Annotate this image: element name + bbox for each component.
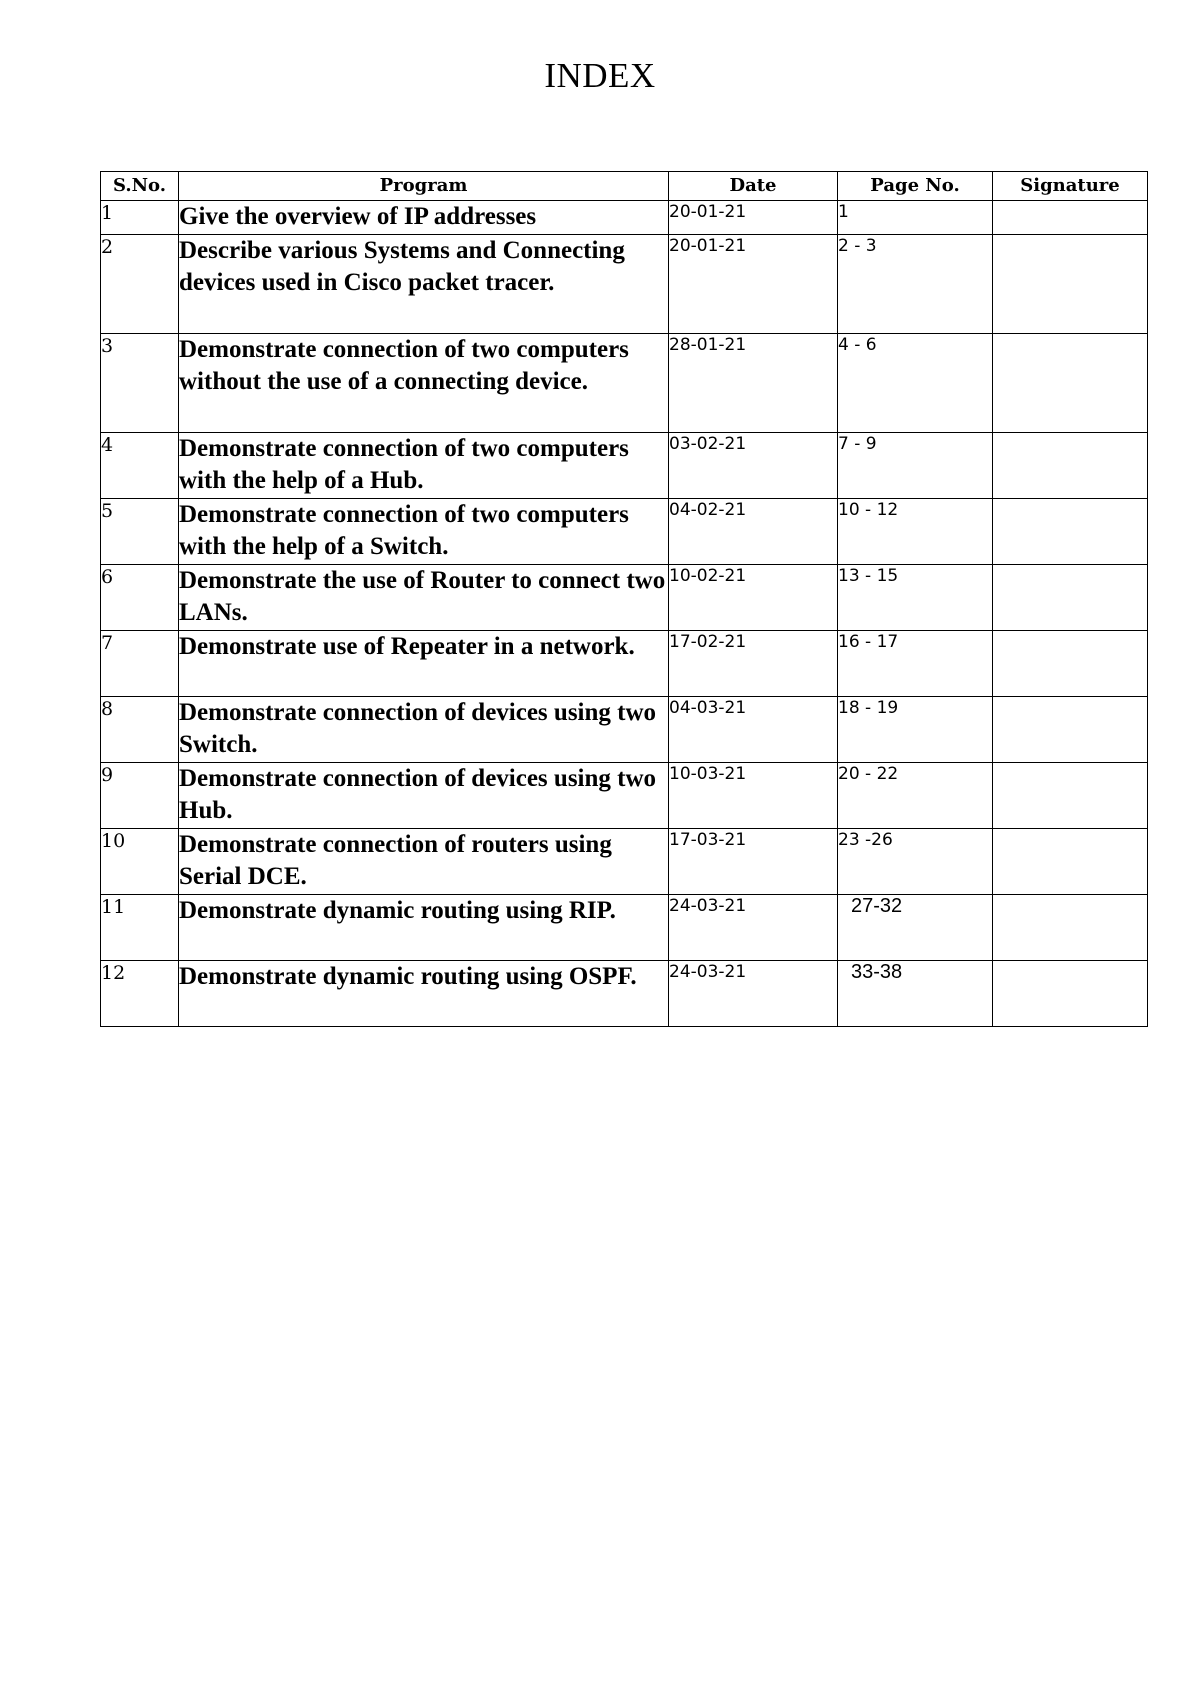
cell-program: Demonstrate connection of two computers with the help of a Hub. — [179, 433, 669, 499]
cell-date: 20-01-21 — [669, 201, 838, 235]
cell-program: Demonstrate connection of routers using Serial DCE. — [179, 829, 669, 895]
cell-signature — [993, 631, 1148, 697]
cell-date: 20-01-21 — [669, 235, 838, 334]
cell-sno: 5 — [101, 499, 179, 565]
cell-page-no: 20 - 22 — [838, 763, 993, 829]
cell-page-no: 10 - 12 — [838, 499, 993, 565]
cell-page-no: 7 - 9 — [838, 433, 993, 499]
cell-sno: 8 — [101, 697, 179, 763]
cell-page-no: 33-38 — [838, 961, 993, 1027]
table-row — [101, 334, 1148, 433]
table-header-row — [101, 172, 1148, 201]
cell-signature — [993, 697, 1148, 763]
cell-date: 10-02-21 — [669, 565, 838, 631]
cell-signature — [993, 235, 1148, 334]
page-title: INDEX — [544, 56, 656, 95]
cell-sno: 4 — [101, 433, 179, 499]
cell-program: Demonstrate connection of two computers without the use of a connecting device. — [179, 334, 669, 433]
header-date: Date — [669, 172, 838, 201]
cell-date: 28-01-21 — [669, 334, 838, 433]
cell-signature — [993, 763, 1148, 829]
cell-page-no: 18 - 19 — [838, 697, 993, 763]
cell-sno: 3 — [101, 334, 179, 433]
header-program: Program — [179, 172, 669, 201]
cell-date: 24-03-21 — [669, 961, 838, 1027]
cell-date: 24-03-21 — [669, 895, 838, 961]
cell-sno: 12 — [101, 961, 179, 1027]
cell-page-no: 13 - 15 — [838, 565, 993, 631]
cell-date: 04-03-21 — [669, 697, 838, 763]
cell-date: 17-02-21 — [669, 631, 838, 697]
cell-signature — [993, 433, 1148, 499]
table-row — [101, 961, 1148, 1027]
cell-page-no: 2 - 3 — [838, 235, 993, 334]
header-signature: Signature — [993, 172, 1148, 201]
table-row — [101, 433, 1148, 499]
cell-sno: 9 — [101, 763, 179, 829]
cell-signature — [993, 499, 1148, 565]
cell-program: Demonstrate the use of Router to connect two LANs. — [179, 565, 669, 631]
cell-program: Give the overview of IP addresses — [179, 201, 669, 235]
table-row — [101, 235, 1148, 334]
cell-program: Demonstrate dynamic routing using OSPF. — [179, 961, 669, 1027]
table-row — [101, 201, 1148, 235]
cell-page-no: 16 - 17 — [838, 631, 993, 697]
cell-date: 03-02-21 — [669, 433, 838, 499]
table-row — [101, 895, 1148, 961]
cell-signature — [993, 334, 1148, 433]
table-row — [101, 631, 1148, 697]
cell-page-no: 1 — [838, 201, 993, 235]
cell-date: 17-03-21 — [669, 829, 838, 895]
cell-sno: 10 — [101, 829, 179, 895]
cell-page-no: 27-32 — [838, 895, 993, 961]
cell-sno: 7 — [101, 631, 179, 697]
cell-program: Demonstrate connection of two computers with the help of a Switch. — [179, 499, 669, 565]
table-row — [101, 565, 1148, 631]
cell-signature — [993, 961, 1148, 1027]
cell-date: 04-02-21 — [669, 499, 838, 565]
cell-signature — [993, 565, 1148, 631]
cell-sno: 6 — [101, 565, 179, 631]
header-sno: S.No. — [101, 172, 179, 201]
cell-date: 10-03-21 — [669, 763, 838, 829]
cell-page-no: 23 -26 — [838, 829, 993, 895]
cell-sno: 1 — [101, 201, 179, 235]
cell-page-no: 4 - 6 — [838, 334, 993, 433]
cell-signature — [993, 895, 1148, 961]
cell-signature — [993, 201, 1148, 235]
table-row — [101, 829, 1148, 895]
cell-sno: 11 — [101, 895, 179, 961]
table-row — [101, 763, 1148, 829]
cell-sno: 2 — [101, 235, 179, 334]
cell-program: Demonstrate connection of devices using two Hub. — [179, 763, 669, 829]
index-table — [100, 171, 1148, 1027]
cell-program: Describe various Systems and Connecting devices used in Cisco packet tracer. — [179, 235, 669, 334]
cell-program: Demonstrate connection of devices using two Switch. — [179, 697, 669, 763]
cell-program: Demonstrate dynamic routing using RIP. — [179, 895, 669, 961]
table-row — [101, 697, 1148, 763]
header-page-no: Page No. — [838, 172, 993, 201]
cell-signature — [993, 829, 1148, 895]
table-row — [101, 499, 1148, 565]
cell-program: Demonstrate use of Repeater in a network. — [179, 631, 669, 697]
